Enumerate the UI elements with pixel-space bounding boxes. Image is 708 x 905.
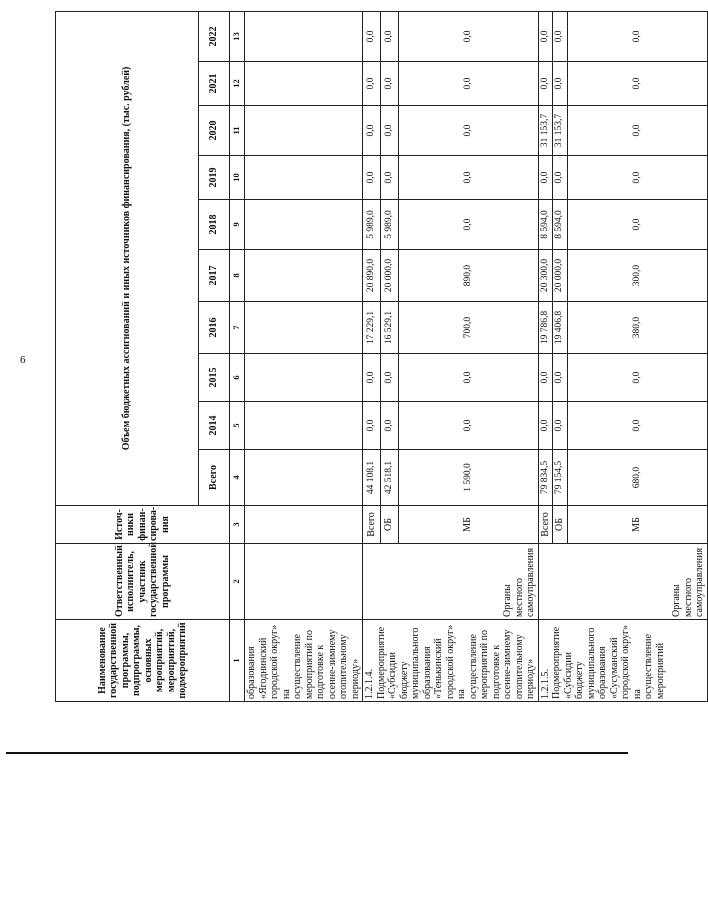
source-cell: МБ	[567, 506, 707, 544]
year-value-cell: 0,0	[567, 11, 707, 61]
empty-cell	[245, 354, 363, 402]
year-value-cell: 0,0	[538, 62, 553, 106]
year-value-cell: 20 300,0	[538, 250, 553, 302]
empty-cell	[245, 11, 363, 61]
header-year: 2017	[199, 250, 230, 302]
total-cell: 79 154,5	[553, 450, 568, 506]
year-value-cell: 0,0	[380, 106, 398, 156]
header-total: Всего	[199, 450, 230, 506]
year-value-cell: 31 153,7	[553, 106, 568, 156]
year-value-cell: 20 000,0	[380, 250, 398, 302]
year-value-cell: 0,0	[380, 354, 398, 402]
year-value-cell: 0,0	[567, 62, 707, 106]
column-number: 13	[230, 11, 245, 61]
year-value-cell: 0,0	[363, 62, 381, 106]
column-number: 12	[230, 62, 245, 106]
year-value-cell: 380,0	[567, 302, 707, 354]
page-number: 6	[20, 354, 26, 366]
empty-cell	[245, 250, 363, 302]
activity-name-cell: 1.2.1.5. Подмероприятие «Субсидии бюджету муниципального образования «Сусуманский городской округ» на осуществление мероприятий	[538, 620, 707, 702]
header-year: 2016	[199, 302, 230, 354]
year-value-cell: 0,0	[553, 402, 568, 450]
year-value-cell: 0,0	[363, 156, 381, 200]
year-value-cell: 20 890,0	[363, 250, 381, 302]
header-executor: Ответственный исполнитель, участник государственной программы	[56, 544, 230, 620]
rotated-page-content	[55, 12, 705, 702]
year-value-cell: 0,0	[363, 106, 381, 156]
year-value-cell: 0,0	[398, 11, 538, 61]
column-number: 10	[230, 156, 245, 200]
column-number: 2	[230, 544, 245, 620]
year-value-cell: 0,0	[567, 354, 707, 402]
year-value-cell: 0,0	[538, 156, 553, 200]
year-value-cell: 0,0	[553, 11, 568, 61]
year-value-cell: 0,0	[398, 200, 538, 250]
empty-cell	[245, 156, 363, 200]
header-year: 2020	[199, 106, 230, 156]
year-value-cell: 0,0	[363, 354, 381, 402]
column-number: 1	[230, 620, 245, 702]
intro-name-cell: образования «Ягоднинский городской округ» на осуществление мероприятий по подготовке к осенне-зимнему отопительному периоду»	[245, 620, 363, 702]
total-cell: 680,0	[567, 450, 707, 506]
empty-cell	[245, 200, 363, 250]
year-value-cell: 0,0	[398, 402, 538, 450]
year-value-cell: 0,0	[363, 11, 381, 61]
source-cell: МБ	[398, 506, 538, 544]
year-value-cell: 0,0	[553, 156, 568, 200]
column-number: 4	[230, 450, 245, 506]
table-row	[538, 11, 553, 701]
year-value-cell: 890,0	[398, 250, 538, 302]
total-cell: 1 590,0	[398, 450, 538, 506]
header-year: 2022	[199, 11, 230, 61]
header-year: 2015	[199, 354, 230, 402]
year-value-cell: 300,0	[567, 250, 707, 302]
header-year: 2021	[199, 62, 230, 106]
financing-table	[55, 11, 708, 702]
column-number: 6	[230, 354, 245, 402]
year-value-cell: 5 989,0	[380, 200, 398, 250]
activity-name-cell: 1.2.1.4. Подмероприятие «Субсидии бюджету муниципального образования «Тенькинский городской округ» на осуществление мероприятий по подготовке к осенне-зимнему отопительному периоду»	[363, 620, 539, 702]
header-source: Источ- ники финан- сирова- ния	[56, 506, 230, 544]
total-cell: 79 834,5	[538, 450, 553, 506]
column-number: 7	[230, 302, 245, 354]
year-value-cell: 8 594,0	[553, 200, 568, 250]
total-cell: 42 518,1	[380, 450, 398, 506]
column-number: 3	[230, 506, 245, 544]
header-year: 2018	[199, 200, 230, 250]
empty-cell	[245, 544, 363, 620]
year-value-cell: 20 000,0	[553, 250, 568, 302]
year-value-cell: 0,0	[398, 354, 538, 402]
year-value-cell: 0,0	[538, 11, 553, 61]
year-value-cell: 0,0	[398, 106, 538, 156]
empty-cell	[245, 450, 363, 506]
empty-cell	[245, 62, 363, 106]
executor-cell: Органы местного самоуправления	[363, 544, 539, 620]
year-value-cell: 0,0	[380, 62, 398, 106]
year-value-cell: 0,0	[553, 354, 568, 402]
column-number: 9	[230, 200, 245, 250]
total-cell: 44 108,1	[363, 450, 381, 506]
year-value-cell: 0,0	[398, 62, 538, 106]
source-cell: Всего	[363, 506, 381, 544]
year-value-cell: 0,0	[398, 156, 538, 200]
column-number: 11	[230, 106, 245, 156]
year-value-cell: 16 529,1	[380, 302, 398, 354]
year-value-cell: 700,0	[398, 302, 538, 354]
year-value-cell: 19 406,8	[553, 302, 568, 354]
year-value-cell: 0,0	[567, 402, 707, 450]
year-value-cell: 0,0	[538, 354, 553, 402]
year-value-cell: 19 786,8	[538, 302, 553, 354]
intro-row	[245, 11, 363, 701]
year-value-cell: 0,0	[380, 402, 398, 450]
empty-cell	[245, 106, 363, 156]
year-value-cell: 0,0	[538, 402, 553, 450]
source-cell: ОБ	[553, 506, 568, 544]
year-value-cell: 8 594,0	[538, 200, 553, 250]
page-divider	[6, 752, 628, 754]
empty-cell	[245, 302, 363, 354]
year-value-cell: 0,0	[567, 200, 707, 250]
year-value-cell: 31 153,7	[538, 106, 553, 156]
year-value-cell: 17 229,1	[363, 302, 381, 354]
source-cell: Всего	[538, 506, 553, 544]
column-numbers-row	[230, 11, 245, 701]
header-volume: Объем бюджетных ассигнований и иных источников финансирования, (тыс. рублей)	[56, 11, 199, 505]
column-number: 5	[230, 402, 245, 450]
header-name: Наименование государственной программы, подпрограммы, основных мероприятий, мероприятий, подмероприятий	[56, 620, 230, 702]
source-cell: ОБ	[380, 506, 398, 544]
column-number: 8	[230, 250, 245, 302]
table-row	[363, 11, 381, 701]
year-value-cell: 0,0	[363, 402, 381, 450]
executor-cell: Органы местного самоуправления	[538, 544, 707, 620]
year-value-cell: 0,0	[380, 11, 398, 61]
year-value-cell: 5 989,0	[363, 200, 381, 250]
year-value-cell: 0,0	[380, 156, 398, 200]
header-row	[56, 11, 199, 701]
year-value-cell: 0,0	[553, 62, 568, 106]
empty-cell	[245, 402, 363, 450]
header-year: 2014	[199, 402, 230, 450]
empty-cell	[245, 506, 363, 544]
year-value-cell: 0,0	[567, 156, 707, 200]
header-year: 2019	[199, 156, 230, 200]
year-value-cell: 0,0	[567, 106, 707, 156]
